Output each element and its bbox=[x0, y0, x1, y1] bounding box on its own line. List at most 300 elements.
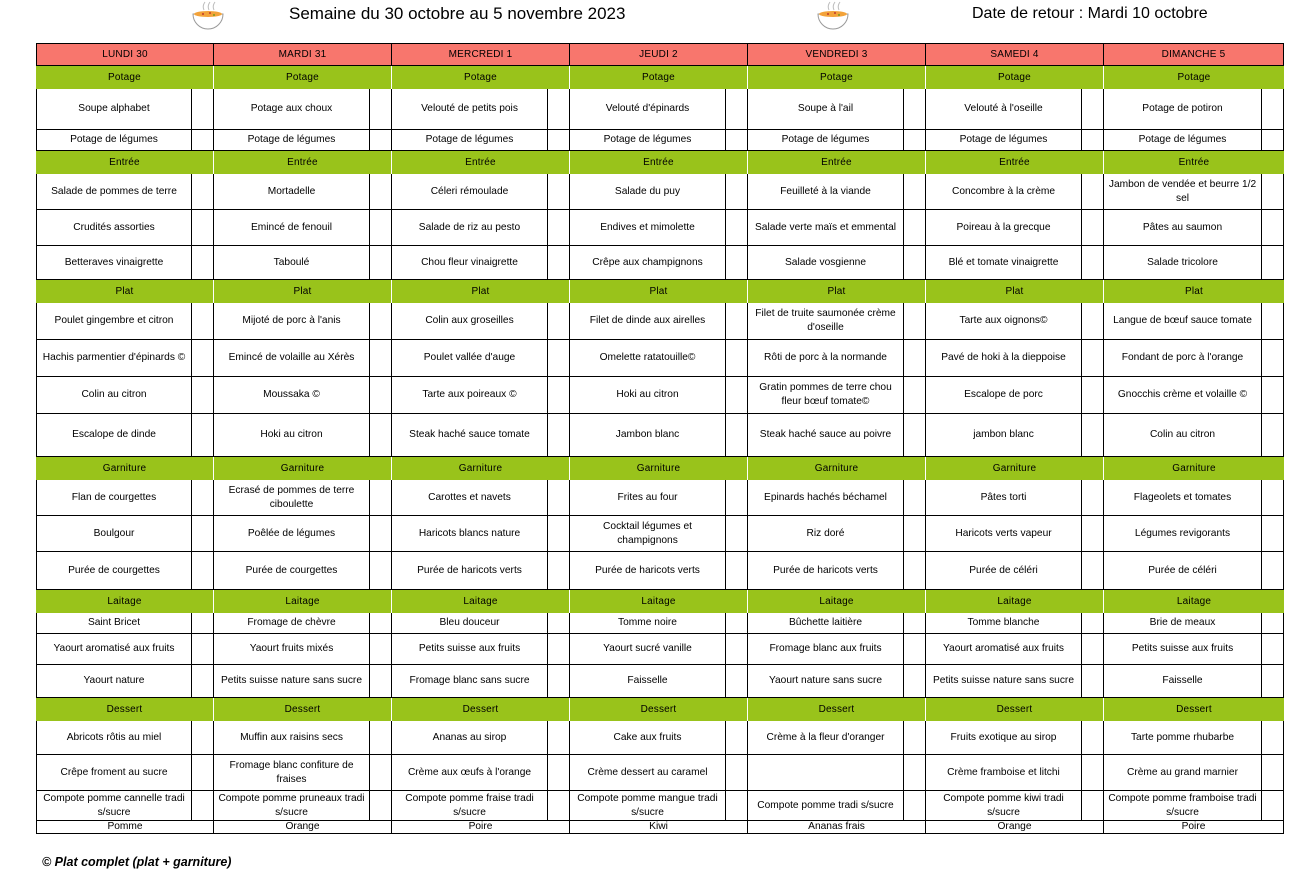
choice-checkbox[interactable] bbox=[1261, 755, 1283, 790]
choice-checkbox[interactable] bbox=[191, 480, 213, 515]
choice-checkbox[interactable] bbox=[191, 303, 213, 339]
choice-checkbox[interactable] bbox=[1081, 721, 1103, 754]
menu-item-label: Tarte pomme rhubarbe bbox=[1130, 731, 1235, 743]
menu-item-label: Faisselle bbox=[627, 675, 668, 686]
menu-item-cell bbox=[1104, 516, 1284, 552]
menu-item-label: Emincé de fenouil bbox=[251, 221, 332, 233]
choice-checkbox[interactable] bbox=[191, 246, 213, 279]
choice-checkbox[interactable] bbox=[1261, 791, 1283, 820]
choice-checkbox[interactable] bbox=[903, 174, 925, 209]
choice-checkbox[interactable] bbox=[903, 480, 925, 515]
menu-item-cell bbox=[392, 246, 570, 280]
menu-item-cell bbox=[214, 821, 392, 834]
choice-checkbox[interactable] bbox=[547, 414, 569, 456]
day-header: MERCREDI 1 bbox=[392, 43, 570, 66]
choice-checkbox[interactable] bbox=[1261, 516, 1283, 551]
menu-item-cell bbox=[926, 303, 1104, 340]
category-row-plat bbox=[36, 280, 1284, 303]
choice-checkbox[interactable] bbox=[547, 130, 569, 150]
category-label: Dessert bbox=[392, 698, 570, 721]
choice-checkbox[interactable] bbox=[1081, 791, 1103, 820]
choice-checkbox[interactable] bbox=[547, 89, 569, 129]
menu-item-cell bbox=[926, 377, 1104, 414]
choice-checkbox[interactable] bbox=[1081, 210, 1103, 245]
menu-item-cell bbox=[926, 210, 1104, 246]
day-header: LUNDI 30 bbox=[36, 43, 214, 66]
choice-checkbox[interactable] bbox=[547, 303, 569, 339]
menu-item-cell bbox=[926, 665, 1104, 698]
menu-item-label: Escalope de dinde bbox=[72, 429, 156, 440]
choice-checkbox[interactable] bbox=[725, 246, 747, 279]
category-label: Potage bbox=[1104, 66, 1284, 89]
menu-item-label: Yaourt aromatisé aux fruits bbox=[943, 643, 1064, 654]
choice-checkbox[interactable] bbox=[1081, 414, 1103, 456]
menu-item-cell bbox=[36, 721, 214, 755]
choice-checkbox[interactable] bbox=[191, 634, 213, 664]
menu-item-cell bbox=[748, 340, 926, 377]
choice-checkbox[interactable] bbox=[1261, 552, 1283, 589]
menu-item-label: Epinards hachés béchamel bbox=[764, 491, 887, 503]
menu-item-label: Kiwi bbox=[649, 821, 668, 832]
menu-item-cell bbox=[570, 210, 748, 246]
menu-item-label bbox=[748, 755, 903, 790]
choice-checkbox[interactable] bbox=[1081, 89, 1103, 129]
choice-checkbox[interactable] bbox=[547, 791, 569, 820]
menu-item-cell bbox=[748, 174, 926, 210]
category-label: Plat bbox=[1104, 280, 1284, 303]
menu-item-label: Poulet vallée d'auge bbox=[423, 352, 516, 363]
choice-checkbox[interactable] bbox=[725, 130, 747, 150]
choice-checkbox[interactable] bbox=[1261, 89, 1283, 129]
menu-item-label: Crudités assorties bbox=[73, 221, 155, 233]
category-label: Plat bbox=[36, 280, 214, 303]
choice-checkbox[interactable] bbox=[369, 480, 391, 515]
choice-checkbox[interactable] bbox=[369, 246, 391, 279]
menu-item-label: Crème dessert au caramel bbox=[587, 766, 708, 778]
choice-checkbox[interactable] bbox=[1261, 377, 1283, 413]
choice-checkbox[interactable] bbox=[903, 721, 925, 754]
choice-checkbox[interactable] bbox=[1261, 634, 1283, 664]
choice-checkbox[interactable] bbox=[903, 414, 925, 456]
choice-checkbox[interactable] bbox=[725, 516, 747, 551]
menu-item-cell bbox=[926, 755, 1104, 791]
menu-item-cell bbox=[36, 480, 214, 516]
menu-item-cell bbox=[748, 246, 926, 280]
footnote: © Plat complet (plat + garniture) bbox=[42, 855, 232, 869]
choice-checkbox[interactable] bbox=[725, 552, 747, 589]
menu-item-label: Jambon de vendée et beurre 1/2 sel bbox=[1108, 178, 1257, 204]
category-label: Garniture bbox=[214, 457, 392, 480]
menu-item-cell bbox=[392, 480, 570, 516]
menu-item-cell bbox=[392, 210, 570, 246]
choice-checkbox[interactable] bbox=[1081, 634, 1103, 664]
category-row-garniture bbox=[36, 457, 1284, 480]
choice-checkbox[interactable] bbox=[1081, 480, 1103, 515]
category-label: Laitage bbox=[926, 590, 1104, 613]
category-label: Garniture bbox=[926, 457, 1104, 480]
menu-item-label: Salade verte maïs et emmental bbox=[755, 221, 896, 233]
choice-checkbox[interactable] bbox=[725, 755, 747, 790]
choice-checkbox[interactable] bbox=[725, 721, 747, 754]
choice-checkbox[interactable] bbox=[369, 174, 391, 209]
menu-item-cell bbox=[214, 246, 392, 280]
menu-item-cell bbox=[1104, 821, 1284, 834]
menu-row bbox=[36, 613, 1284, 634]
category-label: Plat bbox=[214, 280, 392, 303]
choice-checkbox[interactable] bbox=[191, 377, 213, 413]
choice-checkbox[interactable] bbox=[369, 755, 391, 790]
menu-item-label: Purée de haricots verts bbox=[773, 564, 878, 576]
menu-item-label: Mijoté de porc à l'anis bbox=[242, 315, 341, 326]
menu-item-label: Compote pomme kiwi tradi s/sucre bbox=[943, 792, 1064, 818]
choice-checkbox[interactable] bbox=[191, 613, 213, 633]
choice-checkbox[interactable] bbox=[1261, 340, 1283, 376]
category-label: Potage bbox=[214, 66, 392, 89]
menu-item-cell bbox=[214, 377, 392, 414]
category-label: Entrée bbox=[748, 151, 926, 174]
choice-checkbox[interactable] bbox=[191, 130, 213, 150]
category-label: Laitage bbox=[748, 590, 926, 613]
menu-item-cell bbox=[926, 721, 1104, 755]
category-row-dessert bbox=[36, 698, 1284, 721]
choice-checkbox[interactable] bbox=[1261, 130, 1283, 150]
menu-item-cell bbox=[392, 613, 570, 634]
menu-item-cell bbox=[926, 791, 1104, 821]
menu-item-label: Mortadelle bbox=[267, 185, 316, 197]
menu-item-label: Bleu douceur bbox=[439, 617, 500, 628]
menu-item-cell bbox=[392, 791, 570, 821]
menu-item-cell bbox=[214, 340, 392, 377]
choice-checkbox[interactable] bbox=[191, 174, 213, 209]
choice-checkbox[interactable] bbox=[725, 414, 747, 456]
choice-checkbox[interactable] bbox=[725, 303, 747, 339]
day-header: SAMEDI 4 bbox=[926, 43, 1104, 66]
choice-checkbox[interactable] bbox=[547, 246, 569, 279]
category-row-laitage bbox=[36, 590, 1284, 613]
menu-row bbox=[36, 755, 1284, 791]
soup-bowl-icon bbox=[815, 0, 851, 32]
choice-checkbox[interactable] bbox=[369, 340, 391, 376]
menu-item-label: Salade du puy bbox=[614, 185, 681, 197]
menu-item-cell bbox=[926, 246, 1104, 280]
choice-checkbox[interactable] bbox=[725, 210, 747, 245]
menu-item-label: Cake aux fruits bbox=[613, 731, 682, 743]
menu-item-cell bbox=[214, 634, 392, 665]
menu-item-label: Gratin pommes de terre chou fleur bœuf tomate© bbox=[759, 382, 892, 407]
menu-item-label: Yaourt sucré vanille bbox=[603, 643, 692, 654]
category-label: Garniture bbox=[36, 457, 214, 480]
menu-item-label: Pâtes torti bbox=[980, 491, 1027, 503]
choice-checkbox[interactable] bbox=[725, 480, 747, 515]
choice-checkbox[interactable] bbox=[1261, 174, 1283, 209]
menu-item-label: Crêpe froment au sucre bbox=[60, 766, 168, 778]
choice-checkbox[interactable] bbox=[1081, 552, 1103, 589]
choice-checkbox[interactable] bbox=[903, 246, 925, 279]
menu-item-label: Steak haché sauce tomate bbox=[409, 429, 530, 440]
choice-checkbox[interactable] bbox=[903, 634, 925, 664]
choice-checkbox[interactable] bbox=[725, 665, 747, 697]
choice-checkbox[interactable] bbox=[547, 634, 569, 664]
menu-item-label: Emincé de volaille au Xérès bbox=[228, 352, 355, 363]
category-label: Laitage bbox=[214, 590, 392, 613]
category-label: Plat bbox=[926, 280, 1104, 303]
choice-checkbox[interactable] bbox=[547, 480, 569, 515]
choice-checkbox[interactable] bbox=[1081, 377, 1103, 413]
menu-item-label: Yaourt nature sans sucre bbox=[768, 675, 883, 686]
menu-item-label: Moussaka © bbox=[263, 389, 320, 400]
page-header bbox=[0, 0, 1301, 40]
choice-checkbox[interactable] bbox=[1081, 755, 1103, 790]
menu-item-label: Rôti de porc à la normande bbox=[764, 352, 887, 363]
menu-item-cell bbox=[392, 634, 570, 665]
menu-item-cell bbox=[748, 721, 926, 755]
choice-checkbox[interactable] bbox=[903, 755, 925, 790]
menu-item-label: Tarte aux oignons© bbox=[959, 315, 1048, 326]
menu-item-label: Colin au citron bbox=[1149, 429, 1216, 440]
choice-checkbox[interactable] bbox=[547, 552, 569, 589]
choice-checkbox[interactable] bbox=[547, 721, 569, 754]
choice-checkbox[interactable] bbox=[1261, 246, 1283, 279]
menu-item-label: Endives et mimolette bbox=[600, 221, 695, 233]
choice-checkbox[interactable] bbox=[191, 340, 213, 376]
menu-item-cell bbox=[748, 665, 926, 698]
menu-item-label: Gnocchis crème et volaille © bbox=[1117, 389, 1248, 400]
menu-item-cell bbox=[214, 130, 392, 151]
choice-checkbox[interactable] bbox=[725, 89, 747, 129]
choice-checkbox[interactable] bbox=[369, 414, 391, 456]
choice-checkbox[interactable] bbox=[191, 791, 213, 820]
category-label: Potage bbox=[392, 66, 570, 89]
choice-checkbox[interactable] bbox=[1081, 340, 1103, 376]
menu-row bbox=[36, 552, 1284, 590]
choice-checkbox[interactable] bbox=[903, 89, 925, 129]
choice-checkbox[interactable] bbox=[191, 552, 213, 589]
menu-item-cell bbox=[570, 174, 748, 210]
menu-row bbox=[36, 791, 1284, 821]
choice-checkbox[interactable] bbox=[1081, 303, 1103, 339]
category-label: Potage bbox=[748, 66, 926, 89]
choice-checkbox[interactable] bbox=[369, 634, 391, 664]
choice-checkbox[interactable] bbox=[369, 791, 391, 820]
menu-item-label: Flageolets et tomates bbox=[1133, 491, 1232, 503]
menu-item-label: Poêlée de légumes bbox=[247, 527, 336, 539]
choice-checkbox[interactable] bbox=[547, 377, 569, 413]
menu-row bbox=[36, 480, 1284, 516]
menu-item-label: Potage de légumes bbox=[781, 134, 870, 145]
menu-item-cell bbox=[392, 755, 570, 791]
choice-checkbox[interactable] bbox=[547, 613, 569, 633]
menu-item-label: Pâtes au saumon bbox=[1142, 221, 1223, 233]
category-label: Dessert bbox=[214, 698, 392, 721]
menu-item-label: Fromage de chèvre bbox=[247, 617, 336, 628]
menu-item-label: Ananas au sirop bbox=[432, 731, 507, 743]
menu-item-label: Fromage blanc aux fruits bbox=[769, 643, 882, 654]
choice-checkbox[interactable] bbox=[547, 755, 569, 790]
choice-checkbox[interactable] bbox=[369, 613, 391, 633]
choice-checkbox[interactable] bbox=[191, 414, 213, 456]
menu-item-label: Petits suisse nature sans sucre bbox=[933, 675, 1074, 686]
choice-checkbox[interactable] bbox=[1261, 480, 1283, 515]
choice-checkbox[interactable] bbox=[191, 665, 213, 697]
menu-item-label: Purée de céléri bbox=[1148, 564, 1217, 576]
choice-checkbox[interactable] bbox=[547, 210, 569, 245]
choice-checkbox[interactable] bbox=[903, 130, 925, 150]
choice-checkbox[interactable] bbox=[1261, 665, 1283, 697]
choice-checkbox[interactable] bbox=[547, 665, 569, 697]
menu-item-cell bbox=[214, 552, 392, 590]
menu-item-cell bbox=[36, 340, 214, 377]
choice-checkbox[interactable] bbox=[1261, 303, 1283, 339]
menu-item-label: Tomme noire bbox=[618, 617, 677, 628]
choice-checkbox[interactable] bbox=[1261, 210, 1283, 245]
menu-item-cell bbox=[36, 210, 214, 246]
menu-item-cell bbox=[926, 821, 1104, 834]
menu-item-label: Poire bbox=[1181, 821, 1206, 832]
choice-checkbox[interactable] bbox=[369, 377, 391, 413]
choice-checkbox[interactable] bbox=[1081, 174, 1103, 209]
choice-checkbox[interactable] bbox=[369, 665, 391, 697]
choice-checkbox[interactable] bbox=[1081, 516, 1103, 551]
choice-checkbox[interactable] bbox=[1081, 246, 1103, 279]
soup-bowl-icon bbox=[190, 0, 226, 32]
menu-item-label: Hoki au citron bbox=[260, 429, 323, 440]
menu-item-label: Purée de courgettes bbox=[245, 564, 338, 576]
menu-item-cell bbox=[926, 414, 1104, 457]
choice-checkbox[interactable] bbox=[1081, 130, 1103, 150]
menu-item-cell bbox=[570, 480, 748, 516]
choice-checkbox[interactable] bbox=[903, 552, 925, 589]
menu-item-cell bbox=[570, 246, 748, 280]
choice-checkbox[interactable] bbox=[1081, 665, 1103, 697]
menu-item-label: Muffin aux raisins secs bbox=[240, 731, 343, 743]
choice-checkbox[interactable] bbox=[191, 89, 213, 129]
menu-item-cell bbox=[214, 480, 392, 516]
menu-item-cell bbox=[748, 516, 926, 552]
menu-item-label: Fromage blanc confiture de fraises bbox=[229, 759, 354, 785]
menu-item-cell bbox=[748, 210, 926, 246]
menu-item-cell bbox=[392, 665, 570, 698]
menu-item-cell bbox=[1104, 480, 1284, 516]
menu-item-cell bbox=[36, 821, 214, 834]
choice-checkbox[interactable] bbox=[903, 303, 925, 339]
menu-item-label: Petits suisse aux fruits bbox=[418, 643, 521, 654]
choice-checkbox[interactable] bbox=[369, 721, 391, 754]
choice-checkbox[interactable] bbox=[903, 377, 925, 413]
choice-checkbox[interactable] bbox=[725, 634, 747, 664]
menu-item-cell bbox=[570, 821, 748, 834]
choice-checkbox[interactable] bbox=[725, 791, 747, 820]
menu-item-cell bbox=[1104, 130, 1284, 151]
choice-checkbox[interactable] bbox=[369, 89, 391, 129]
menu-item-cell bbox=[36, 516, 214, 552]
choice-checkbox[interactable] bbox=[191, 721, 213, 754]
category-label: Plat bbox=[748, 280, 926, 303]
menu-row bbox=[36, 246, 1284, 280]
choice-checkbox[interactable] bbox=[903, 791, 925, 820]
choice-checkbox[interactable] bbox=[369, 303, 391, 339]
menu-item-label: Petits suisse nature sans sucre bbox=[221, 675, 362, 686]
menu-item-label: Potage de légumes bbox=[1138, 134, 1227, 145]
menu-item-label: Hoki au citron bbox=[616, 389, 679, 400]
choice-checkbox[interactable] bbox=[547, 516, 569, 551]
menu-item-label: Compote pomme cannelle tradi s/sucre bbox=[43, 792, 185, 818]
menu-item-label: Velouté à l'oseille bbox=[964, 103, 1043, 114]
category-label: Dessert bbox=[570, 698, 748, 721]
menu-item-cell bbox=[1104, 721, 1284, 755]
choice-checkbox[interactable] bbox=[903, 665, 925, 697]
menu-item-cell bbox=[926, 480, 1104, 516]
menu-item-cell bbox=[214, 613, 392, 634]
category-label: Entrée bbox=[570, 151, 748, 174]
menu-item-cell bbox=[392, 552, 570, 590]
choice-checkbox[interactable] bbox=[369, 210, 391, 245]
menu-item-label: Potage de légumes bbox=[247, 134, 336, 145]
choice-checkbox[interactable] bbox=[369, 552, 391, 589]
choice-checkbox[interactable] bbox=[1261, 721, 1283, 754]
choice-checkbox[interactable] bbox=[903, 516, 925, 551]
menu-item-label: Langue de bœuf sauce tomate bbox=[1113, 315, 1252, 326]
choice-checkbox[interactable] bbox=[369, 516, 391, 551]
menu-row bbox=[36, 303, 1284, 340]
choice-checkbox[interactable] bbox=[1261, 613, 1283, 633]
menu-item-cell bbox=[1104, 634, 1284, 665]
choice-checkbox[interactable] bbox=[547, 340, 569, 376]
menu-item-label: Ecrasé de pommes de terre ciboulette bbox=[228, 484, 355, 510]
menu-item-label: Céleri rémoulade bbox=[430, 185, 509, 197]
menu-item-cell bbox=[392, 303, 570, 340]
menu-item-label: Fromage blanc sans sucre bbox=[409, 675, 530, 686]
menu-item-cell bbox=[214, 303, 392, 340]
menu-item-cell bbox=[1104, 89, 1284, 130]
category-label: Dessert bbox=[926, 698, 1104, 721]
choice-checkbox[interactable] bbox=[1261, 414, 1283, 456]
menu-item-label: Salade de pommes de terre bbox=[51, 185, 177, 197]
menu-item-cell bbox=[570, 340, 748, 377]
choice-checkbox[interactable] bbox=[369, 130, 391, 150]
menu-item-cell bbox=[748, 303, 926, 340]
menu-row bbox=[36, 721, 1284, 755]
choice-checkbox[interactable] bbox=[725, 377, 747, 413]
menu-item-label: Haricots blancs nature bbox=[418, 527, 521, 539]
choice-checkbox[interactable] bbox=[191, 755, 213, 790]
menu-item-label: Concombre à la crème bbox=[951, 185, 1056, 197]
choice-checkbox[interactable] bbox=[903, 613, 925, 633]
menu-item-cell bbox=[36, 377, 214, 414]
menu-item-cell bbox=[36, 613, 214, 634]
choice-checkbox[interactable] bbox=[191, 516, 213, 551]
menu-item-label: Blé et tomate vinaigrette bbox=[948, 256, 1059, 268]
choice-checkbox[interactable] bbox=[903, 210, 925, 245]
choice-checkbox[interactable] bbox=[903, 340, 925, 376]
menu-item-cell bbox=[36, 791, 214, 821]
choice-checkbox[interactable] bbox=[725, 613, 747, 633]
choice-checkbox[interactable] bbox=[191, 210, 213, 245]
menu-item-cell bbox=[1104, 791, 1284, 821]
menu-item-label: Tomme blanche bbox=[967, 617, 1040, 628]
menu-row bbox=[36, 174, 1284, 210]
choice-checkbox[interactable] bbox=[1081, 613, 1103, 633]
menu-item-label: Poireau à la grecque bbox=[956, 221, 1051, 233]
category-label: Entrée bbox=[392, 151, 570, 174]
week-title: Semaine du 30 octobre au 5 novembre 2023 bbox=[289, 4, 626, 23]
choice-checkbox[interactable] bbox=[725, 174, 747, 209]
menu-item-label: Compote pomme fraise tradi s/sucre bbox=[405, 792, 534, 818]
choice-checkbox[interactable] bbox=[547, 174, 569, 209]
menu-item-label: Brie de meaux bbox=[1149, 617, 1216, 628]
menu-item-cell bbox=[570, 89, 748, 130]
menu-item-label: Potage de légumes bbox=[425, 134, 514, 145]
choice-checkbox[interactable] bbox=[725, 340, 747, 376]
